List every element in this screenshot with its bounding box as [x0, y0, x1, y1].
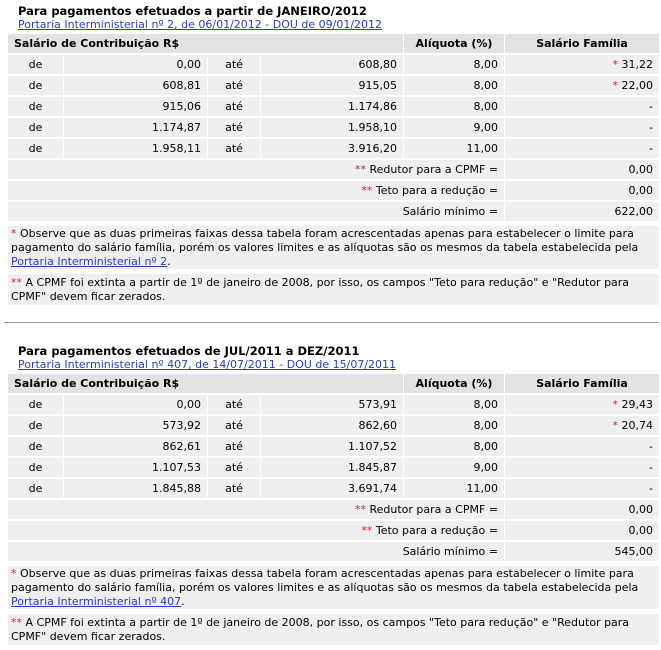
table-row [8, 437, 659, 456]
salario-familia-value: - [649, 461, 653, 474]
section-title: Para pagamentos efetuados a partir de JANEIRO/2012 [18, 4, 367, 18]
table-header-row [8, 374, 659, 393]
summary-value: 545,00 [505, 542, 659, 561]
range-to-value: 3.916,20 [261, 139, 403, 158]
footnote-asterisks: ** [11, 276, 22, 289]
salario-familia-value: 20,74 [621, 419, 653, 432]
range-from-value: 0,00 [64, 395, 207, 414]
footnote-double-asterisk [8, 274, 659, 305]
salario-familia-cell [505, 395, 659, 414]
footnote-end: . [167, 255, 171, 268]
salario-familia-value: 22,00 [621, 79, 653, 92]
summary-label [8, 181, 504, 200]
salary-table-section [8, 340, 659, 650]
footnote-double-asterisk [8, 614, 659, 645]
header-salario-familia: Salário Família [505, 34, 659, 53]
header-aliquota: Alíquota (%) [404, 34, 504, 53]
footnote-asterisk: * [612, 58, 618, 71]
salario-familia-cell [505, 118, 659, 137]
label-ate: até [208, 479, 260, 498]
salario-familia-cell [505, 458, 659, 477]
salario-familia-value: - [649, 440, 653, 453]
range-from-value: 1.107,53 [64, 458, 207, 477]
summary-label-text: Redutor para a CPMF = [369, 163, 498, 176]
footnote-end: . [181, 595, 185, 608]
label-ate: até [208, 118, 260, 137]
label-de: de [8, 416, 63, 435]
aliquota-value: 8,00 [404, 416, 504, 435]
range-from-value: 1.958,11 [64, 139, 207, 158]
footnote-asterisk: * [612, 398, 618, 411]
summary-row [8, 202, 659, 221]
table-row [8, 139, 659, 158]
label-ate: até [208, 97, 260, 116]
salario-familia-cell [505, 479, 659, 498]
summary-label-text: Redutor para a CPMF = [369, 503, 498, 516]
footnote-single-asterisk [8, 226, 659, 269]
table-row [8, 395, 659, 414]
salario-familia-value: 29,43 [621, 398, 653, 411]
summary-row [8, 500, 659, 519]
summary-value: 0,00 [505, 160, 659, 179]
footnote-asterisks: ** [361, 524, 373, 537]
label-ate: até [208, 416, 260, 435]
footnote-asterisks: ** [361, 184, 373, 197]
header-salario-contribuicao: Salário de Contribuição R$ [8, 374, 403, 393]
range-to-value: 573,91 [261, 395, 403, 414]
portaria-link[interactable]: Portaria Interministerial nº 2, de 06/01/2012 - DOU de 09/01/2012 [18, 18, 383, 31]
salario-familia-value: - [649, 142, 653, 155]
summary-value: 0,00 [505, 521, 659, 540]
summary-label [8, 202, 504, 221]
summary-value: 0,00 [505, 500, 659, 519]
summary-row [8, 521, 659, 540]
footnote-asterisk: * [612, 419, 618, 432]
aliquota-value: 8,00 [404, 395, 504, 414]
footnote-text: A CPMF foi extinta a partir de 1º de janeiro de 2008, por isso, os campos "Teto para redução" e "Redutor para CPMF" devem ficar zerados. [11, 616, 630, 643]
range-from-value: 915,06 [64, 97, 207, 116]
salario-familia-value: 31,22 [621, 58, 653, 71]
table-row [8, 479, 659, 498]
portaria-note-link[interactable]: Portaria Interministerial nº 407 [11, 595, 182, 608]
table-row [8, 55, 659, 74]
table-row [8, 97, 659, 116]
range-from-value: 1.845,88 [64, 479, 207, 498]
table-row [8, 416, 659, 435]
range-to-value: 1.958,10 [261, 118, 403, 137]
footnote-asterisk: * [612, 79, 618, 92]
label-ate: até [208, 139, 260, 158]
summary-label [8, 542, 504, 561]
label-ate: até [208, 55, 260, 74]
aliquota-value: 11,00 [404, 479, 504, 498]
summary-row [8, 181, 659, 200]
range-to-value: 3.691,74 [261, 479, 403, 498]
summary-label [8, 521, 504, 540]
range-to-value: 1.107,52 [261, 437, 403, 456]
salario-familia-cell [505, 437, 659, 456]
summary-label [8, 160, 504, 179]
footnote-asterisks: ** [11, 616, 22, 629]
footnote-text: Observe que as duas primeiras faixas dessa tabela foram acrescentadas apenas para estabelecer o limite para pagamento do salário família, porém os valores limites e as alíquotas são os mesmos da tabela estabelecida pela [11, 227, 639, 254]
aliquota-value: 11,00 [404, 139, 504, 158]
label-de: de [8, 118, 63, 137]
label-ate: até [208, 76, 260, 95]
summary-label-text: Salário mínimo = [402, 545, 498, 558]
range-to-value: 1.174,86 [261, 97, 403, 116]
range-to-value: 1.845,87 [261, 458, 403, 477]
table-header-row [8, 34, 659, 53]
salario-familia-cell [505, 139, 659, 158]
footnote-single-asterisk [8, 566, 659, 609]
salario-familia-cell [505, 76, 659, 95]
label-de: de [8, 437, 63, 456]
range-to-value: 915,05 [261, 76, 403, 95]
range-from-value: 573,92 [64, 416, 207, 435]
header-salario-contribuicao: Salário de Contribuição R$ [8, 34, 403, 53]
section-title: Para pagamentos efetuados de JUL/2011 a DEZ/2011 [18, 344, 360, 358]
label-de: de [8, 395, 63, 414]
summary-row [8, 542, 659, 561]
header-salario-familia: Salário Família [505, 374, 659, 393]
portaria-link[interactable]: Portaria Interministerial nº 407, de 14/07/2011 - DOU de 15/07/2011 [18, 358, 397, 371]
range-to-value: 608,80 [261, 55, 403, 74]
summary-row [8, 160, 659, 179]
range-from-value: 0,00 [64, 55, 207, 74]
footnote-asterisk: * [11, 567, 17, 580]
range-from-value: 1.174,87 [64, 118, 207, 137]
footnote-asterisks: ** [355, 503, 366, 516]
aliquota-value: 8,00 [404, 55, 504, 74]
aliquota-value: 9,00 [404, 118, 504, 137]
range-from-value: 608,81 [64, 76, 207, 95]
salario-familia-value: - [649, 121, 653, 134]
label-de: de [8, 55, 63, 74]
label-de: de [8, 139, 63, 158]
aliquota-value: 8,00 [404, 437, 504, 456]
summary-label-text: Teto para a redução = [375, 184, 498, 197]
summary-label-text: Teto para a redução = [375, 524, 498, 537]
salario-familia-cell [505, 97, 659, 116]
label-ate: até [208, 395, 260, 414]
footnote-asterisks: ** [355, 163, 366, 176]
footnote-text: A CPMF foi extinta a partir de 1º de janeiro de 2008, por isso, os campos "Teto para redução" e "Redutor para CPMF" devem ficar zerados. [11, 276, 630, 303]
salario-familia-value: - [649, 482, 653, 495]
table-row [8, 118, 659, 137]
section-divider [4, 322, 659, 323]
portaria-note-link[interactable]: Portaria Interministerial nº 2 [11, 255, 168, 268]
aliquota-value: 8,00 [404, 76, 504, 95]
label-de: de [8, 479, 63, 498]
label-de: de [8, 97, 63, 116]
summary-label-text: Salário mínimo = [402, 205, 498, 218]
salario-familia-cell [505, 416, 659, 435]
table-row [8, 76, 659, 95]
aliquota-value: 8,00 [404, 97, 504, 116]
summary-value: 622,00 [505, 202, 659, 221]
range-to-value: 862,60 [261, 416, 403, 435]
header-aliquota: Alíquota (%) [404, 374, 504, 393]
footnote-asterisk: * [11, 227, 17, 240]
range-from-value: 862,61 [64, 437, 207, 456]
salario-familia-value: - [649, 100, 653, 113]
footnote-text: Observe que as duas primeiras faixas dessa tabela foram acrescentadas apenas para estabelecer o limite para pagamento do salário família, porém os valores limites e as alíquotas são os mesmos da tabela estabelecida pela [11, 567, 639, 594]
aliquota-value: 9,00 [404, 458, 504, 477]
label-de: de [8, 76, 63, 95]
salary-table-section [8, 0, 659, 310]
label-de: de [8, 458, 63, 477]
label-ate: até [208, 458, 260, 477]
label-ate: até [208, 437, 260, 456]
table-row [8, 458, 659, 477]
salario-familia-cell [505, 55, 659, 74]
summary-value: 0,00 [505, 181, 659, 200]
summary-label [8, 500, 504, 519]
